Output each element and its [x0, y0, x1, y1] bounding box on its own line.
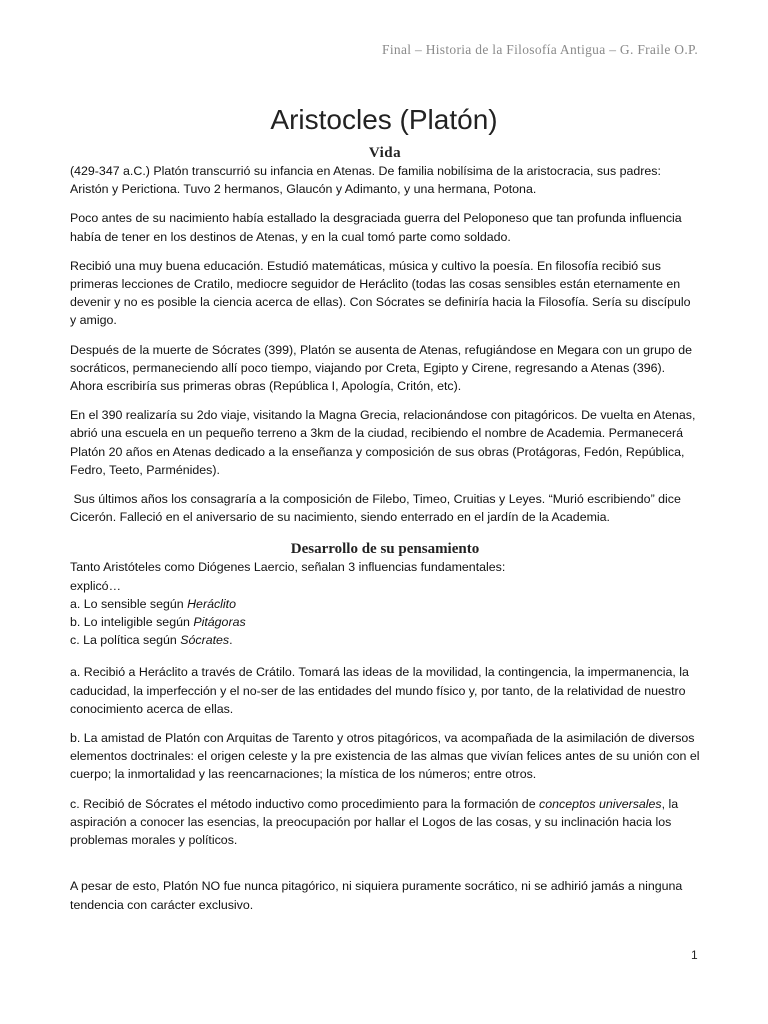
emphasis: conceptos universales — [539, 796, 662, 811]
section-heading-vida: Vida — [368, 145, 402, 161]
paragraph: En el 390 realizaría su 2do viaje, visitando la Magna Grecia, relacionándose con pitagóricos. De vuelta en Atenas, abrió una escuela en un pequeño terreno a 3km de la ciudad, recibiendo el nombre de Academia. Permanecerá Platón 20 años en Atenas dedicado a la enseñanza y composición de sus obras (Protágoras, Fedón, República, Fedro, Teeto, Parménides). — [70, 408, 696, 477]
list-item: c. La política según Sócrates. — [70, 633, 233, 648]
running-header: Final – Historia de la Filosofía Antigua – G. Fraile O.P. — [382, 42, 698, 57]
page-number: 1 — [691, 948, 698, 962]
page-title: Aristocles (Platón) — [270, 104, 498, 135]
list-item: b. Lo inteligible según Pitágoras — [70, 615, 246, 630]
list-item: a. Lo sensible según Heráclito — [70, 596, 237, 611]
emphasis: Heráclito — [187, 596, 237, 611]
intro-line-2: explicó… — [70, 578, 121, 593]
paragraph: (429-347 a.C.) Platón transcurrió su infancia en Atenas. De familia nobilísima de la aristocracia, sus padres: Aristón y Perictiona. Tuvo 2 hermanos, Glaucón y Adimanto, y una hermana, Potona. — [70, 164, 661, 197]
paragraph-a: a. Recibió a Heráclito a través de Crátilo. Tomará las ideas de la movilidad, la contingencia, la impermanencia, la caducidad, la imperfección y el no-ser de las entidades del mundo físico y, por tanto, de la relatividad de nuestro conocimiento acerca de ellas. — [70, 665, 689, 716]
paragraph: Poco antes de su nacimiento había estallado la desgraciada guerra del Peloponeso que tan profunda influencia había de tener en los destinos de Atenas, y en la cual tomó parte como soldado. — [70, 211, 682, 244]
conclusion-paragraph: A pesar de esto, Platón NO fue nunca pitagórico, ni siquiera puramente socrático, ni se adhirió jamás a ninguna tendencia con carácter exclusivo. — [70, 879, 683, 912]
paragraph-b: b. La amistad de Platón con Arquitas de Tarento y otros pitagóricos, va acompañada de la asimilación de diversos elementos doctrinales: el origen celeste y la pre existencia de las almas que vivían felices antes de su unión con el cuerpo; la inmortalidad y las reencarnaciones; la mística de los números; entre otros. — [70, 731, 700, 782]
document-body — [70, 144, 700, 925]
paragraph: Recibió una muy buena educación. Estudió matemáticas, música y cultivo la poesía. En filosofía recibió sus primeras lecciones de Cratilo, mediocre seguidor de Heráclito (todas las cosas sensibles están eternamente en devenir y no es posible la ciencia acerca de ellas). Con Sócrates se definiría hacia la Filosofía. Sería su discípulo y amigo. — [70, 258, 691, 328]
paragraph-c: c. Recibió de Sócrates el método inductivo como procedimiento para la formación de conceptos universales, la aspiración a conocer las esencias, la preocupación por hallar el Logos de las cosas, y su inclinación hacia los problemas morales y políticos. — [70, 796, 679, 848]
paragraph: Sus últimos años los consagraría a la composición de Filebo, Timeo, Cruitias y Leyes. “Murió escribiendo” dice Cicerón. Falleció en el aniversario de su nacimiento, siendo enterrado en el jardín de la Academia. — [70, 492, 685, 525]
emphasis: Sócrates — [180, 633, 230, 648]
paragraph: Después de la muerte de Sócrates (399), Platón se ausenta de Atenas, refugiándose en Megara con un grupo de socráticos, permaneciendo allí poco tiempo, viajando por Creta, Egipto y Cirene, regresando a Atenas (396). Ahora escribiría sus primeras obras (República I, Apología, Critón, etc). — [70, 342, 693, 394]
intro-line: Tanto Aristóteles como Diógenes Laercio, señalan 3 influencias fundamentales: — [70, 560, 506, 575]
section-heading-desarrollo: Desarrollo de su pensamiento — [290, 541, 480, 558]
emphasis: Pitágoras — [193, 615, 246, 630]
